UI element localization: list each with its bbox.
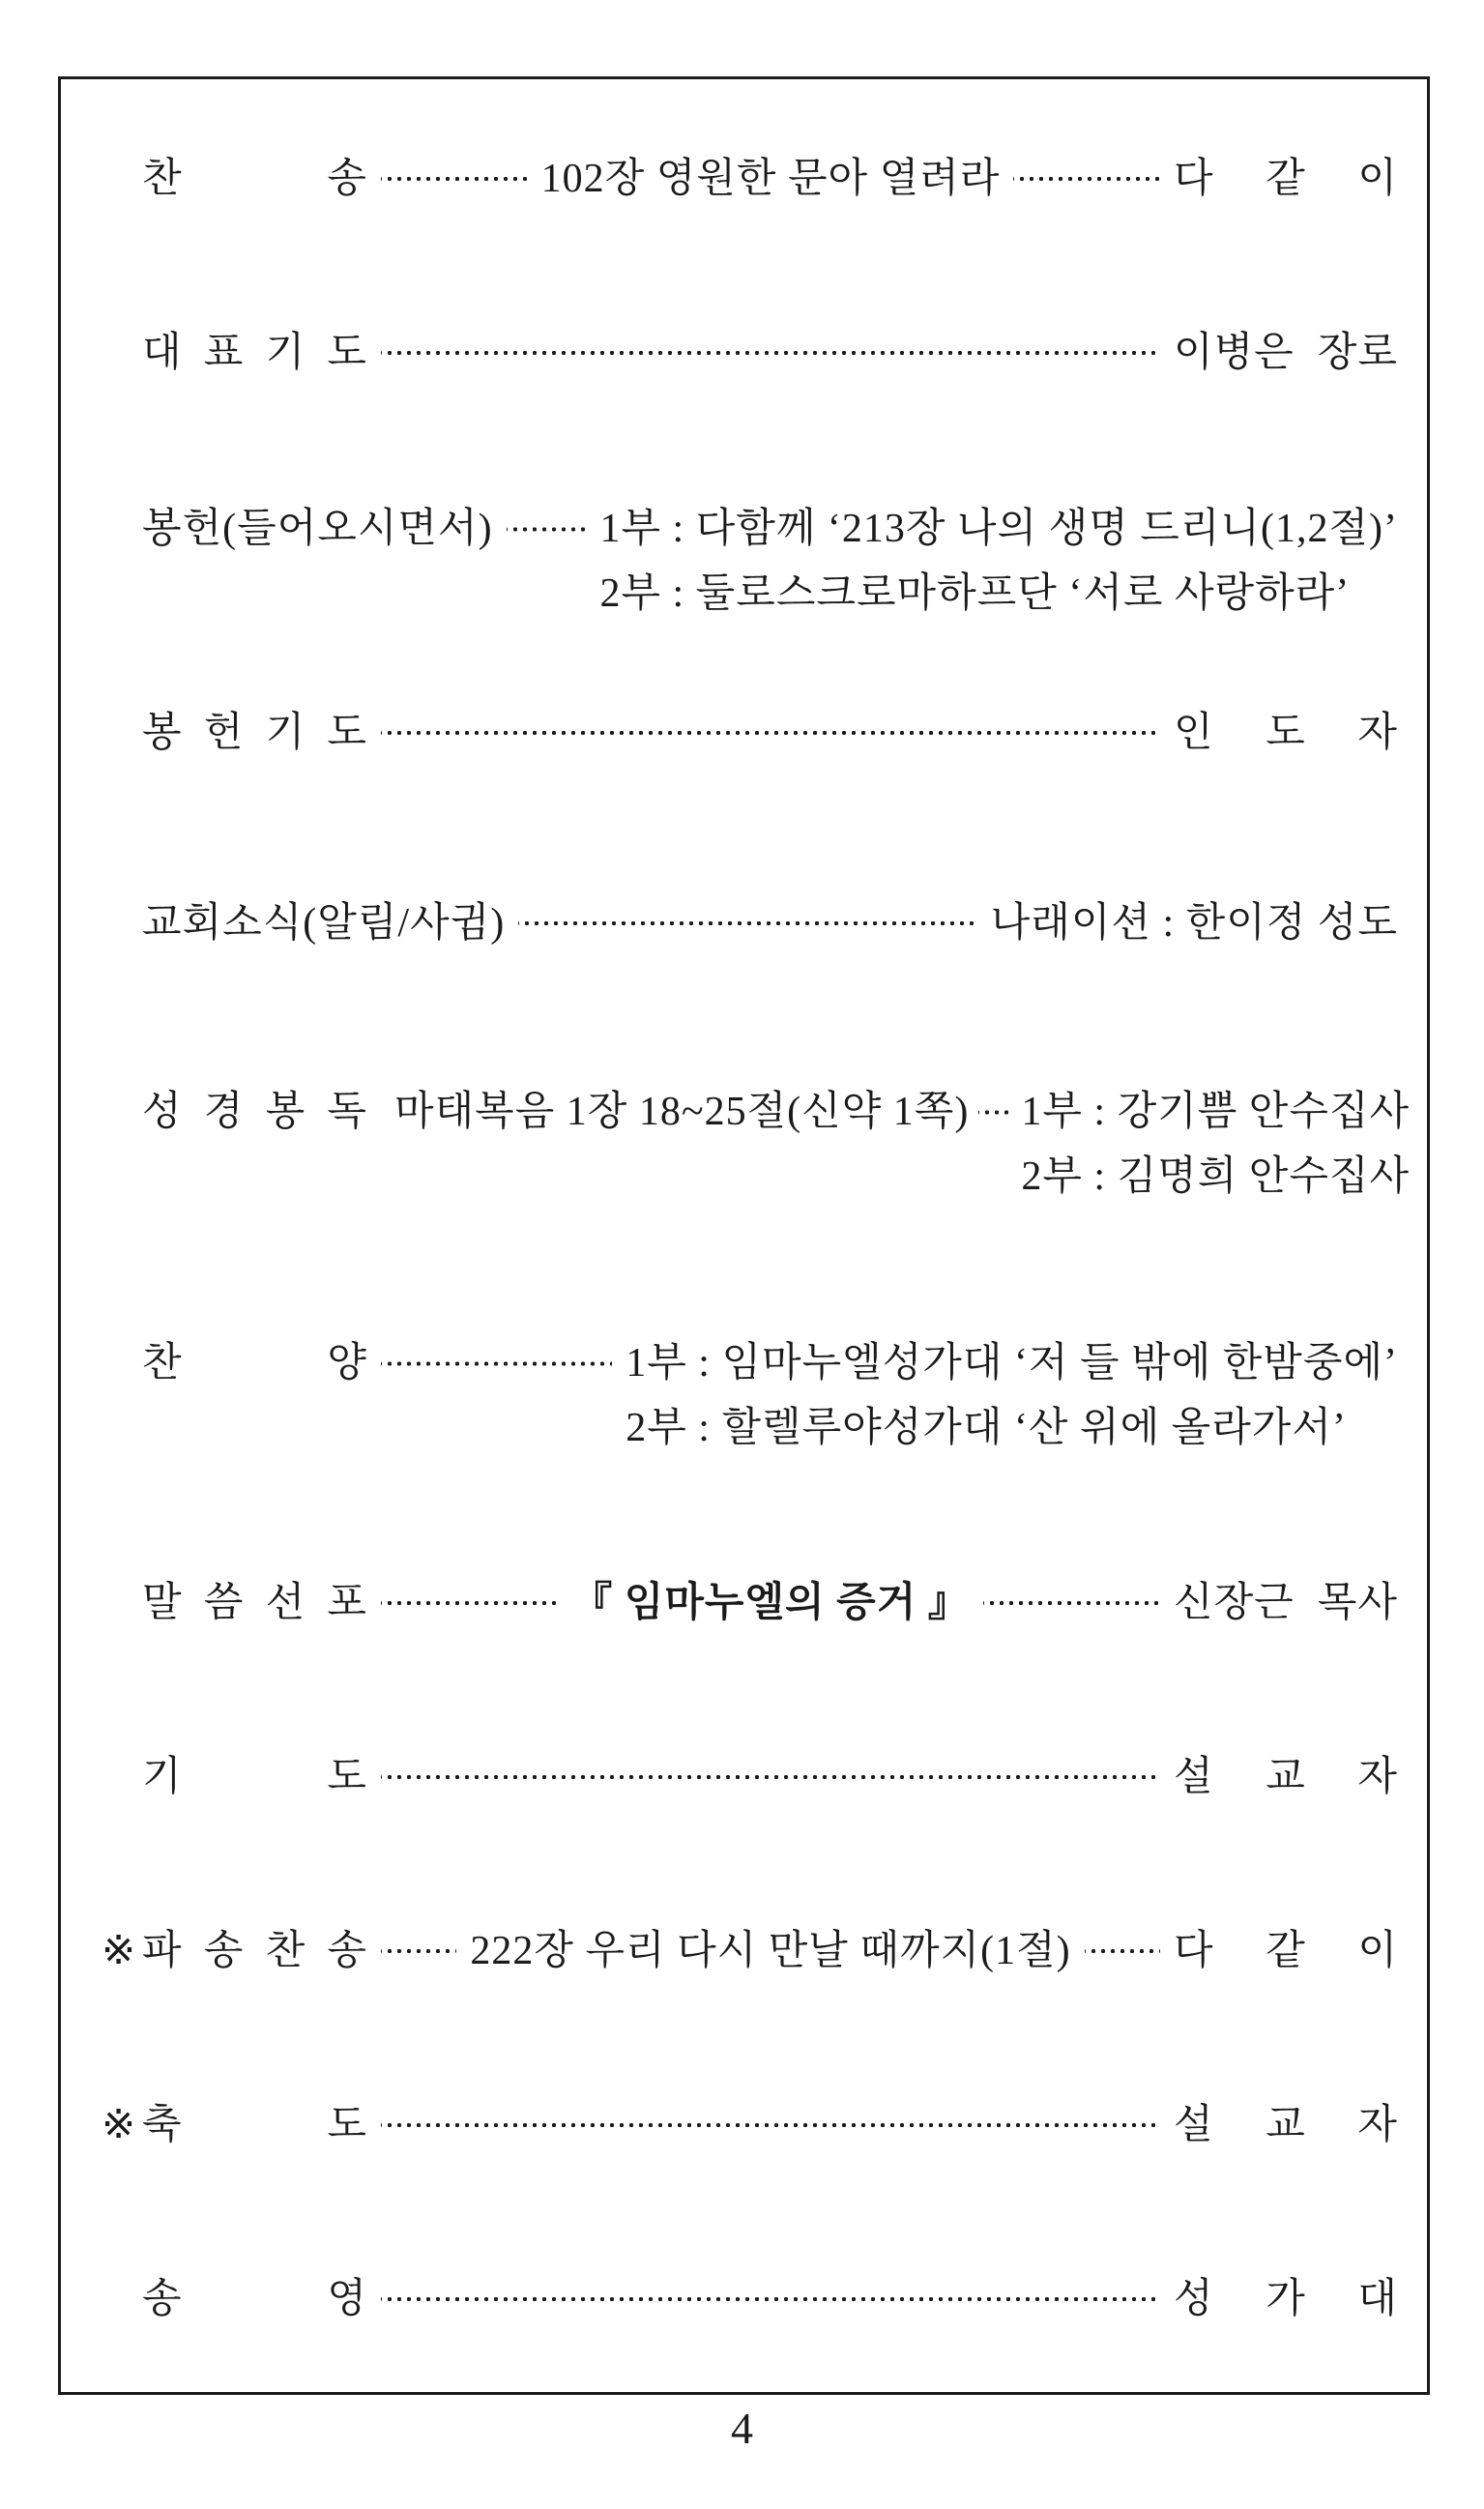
dot-leader — [978, 1080, 1011, 1145]
service-item-detail-lines — [1021, 1080, 1410, 1210]
dot-leader — [983, 1581, 1160, 1625]
dot-leader — [1085, 1929, 1160, 1973]
standing-marker: ※ — [102, 1929, 137, 1973]
service-item-label: 봉헌(들어오시면서) — [142, 507, 493, 551]
detail-line: 2부 : 할렐루야성가대 ‘산 위에 올라가서’ — [626, 1406, 1347, 1450]
service-item-performer: 설 교 자 — [1174, 1755, 1398, 1799]
detail-line: 2부 : 둘로스크로마하프단 ‘서로 사랑하라’ — [599, 571, 1351, 616]
dot-leader — [381, 1581, 558, 1625]
service-row-offering — [142, 497, 1398, 627]
service-item-detail-lines — [626, 1331, 1398, 1461]
service-row-sermon — [142, 1581, 1398, 1625]
service-item-label: 찬 송 — [142, 157, 367, 201]
service-item-label: 말 씀 선 포 — [142, 1581, 367, 1625]
dot-leader — [381, 1331, 612, 1396]
service-item-label: 성 경 봉 독 — [142, 1090, 367, 1134]
service-item-performer: 다 같 이 — [1174, 1929, 1399, 1973]
detail-line: 2부 : 김명희 안수집사 — [1021, 1154, 1411, 1199]
service-item-performer: 다 같 이 — [1174, 157, 1398, 201]
service-row-doxology — [142, 2277, 1398, 2321]
detail-line: 1부 : 강기쁨 안수집사 — [1021, 1090, 1411, 1134]
service-item-performer: 설 교 자 — [1174, 2103, 1398, 2147]
dot-leader — [381, 711, 1160, 755]
sermon-title: 『 임마누엘의 증거 』 — [571, 1581, 970, 1625]
dot-leader — [381, 2277, 1160, 2321]
service-item-label: 대 표 기 도 — [142, 331, 367, 375]
dot-leader — [381, 157, 528, 201]
service-item-performer: 인 도 자 — [1174, 711, 1398, 755]
service-row-offering-prayer — [142, 711, 1398, 755]
service-item-performer: 신장근 목사 — [1174, 1581, 1399, 1625]
service-item-label: 파 송 찬 송 — [142, 1929, 367, 1973]
dot-leader — [518, 901, 976, 946]
service-item-performer: 이병은 장로 — [1174, 331, 1398, 375]
service-row-sending-hymn — [102, 1929, 1399, 1973]
detail-line: 1부 : 임마누엘성가대 ‘저 들 밖에 한밤중에’ — [626, 1341, 1398, 1386]
service-item-label: 교회소식(알림/사귐) — [142, 901, 506, 946]
service-item-performer: 나래이션 : 한이정 성도 — [990, 901, 1398, 946]
dot-leader — [381, 1755, 1160, 1799]
service-item-label: 기 도 — [142, 1755, 367, 1799]
standing-marker: ※ — [102, 2103, 137, 2147]
dot-leader — [1013, 157, 1160, 201]
service-row-scripture-reading — [142, 1080, 1411, 1210]
dot-leader — [381, 2103, 1160, 2147]
service-item-detail: 마태복음 1장 18~25절(신약 1쪽) — [394, 1090, 970, 1134]
order-of-worship-frame — [58, 76, 1430, 2395]
service-item-detail-lines — [599, 497, 1398, 627]
dot-leader — [381, 1929, 456, 1973]
dot-leader — [507, 497, 587, 562]
service-row-representative-prayer — [142, 331, 1398, 375]
service-row-church-news — [142, 901, 1398, 946]
detail-line: 1부 : 다함께 ‘213장 나의 생명 드리니(1,2절)’ — [599, 507, 1398, 551]
service-item-label: 찬 양 — [142, 1341, 367, 1386]
service-row-prayer — [142, 1755, 1398, 1799]
service-row-choir-anthem — [142, 1331, 1398, 1461]
service-item-performer: 성 가 대 — [1174, 2277, 1398, 2321]
service-row-benediction — [102, 2103, 1398, 2147]
service-item-label: 축 도 — [142, 2103, 367, 2147]
service-item-label: 봉 헌 기 도 — [142, 711, 367, 755]
service-item-detail: 222장 우리 다시 만날 때까지(1절) — [470, 1929, 1071, 1973]
service-row-hymn — [142, 157, 1398, 201]
service-item-detail: 102장 영원한 문아 열려라 — [540, 157, 1001, 201]
service-item-label: 송 영 — [142, 2277, 367, 2321]
page-number: 4 — [731, 2404, 753, 2453]
dot-leader — [381, 331, 1160, 375]
